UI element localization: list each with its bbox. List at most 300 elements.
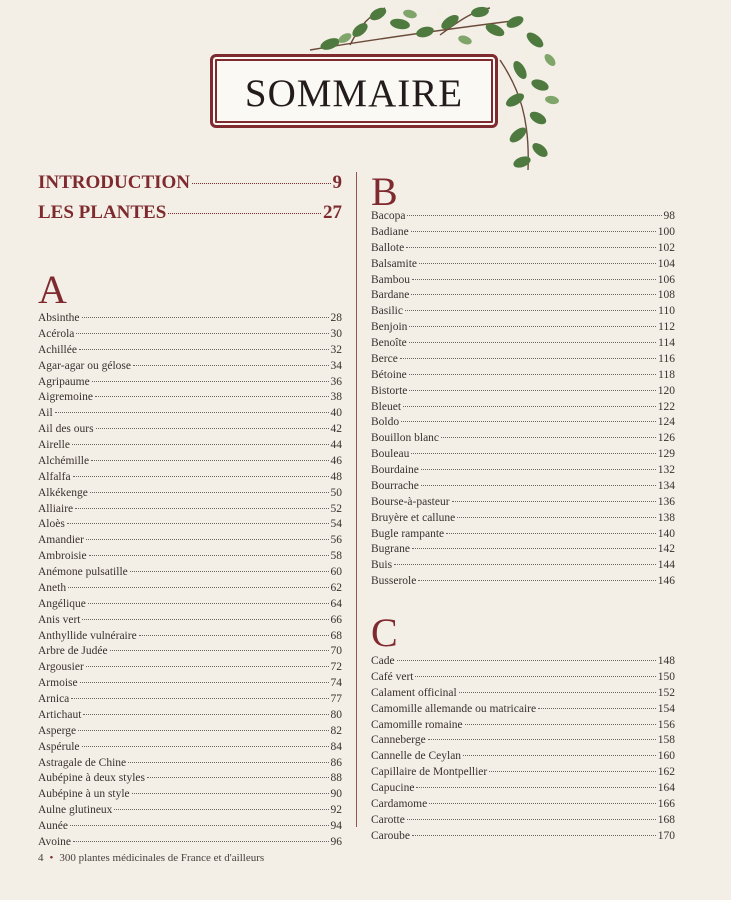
entry-name: Aunée [38,820,69,832]
toc-entry[interactable] [371,782,675,798]
entry-page: 94 [330,820,342,832]
dot-leader [412,835,656,836]
toc-entry[interactable] [371,750,675,766]
toc-entry[interactable] [38,757,342,773]
entry-page: 136 [657,495,675,508]
dot-leader [73,476,329,477]
entry-page: 58 [330,550,342,563]
entry-page: 154 [657,702,675,715]
entry-page: 152 [657,686,675,699]
dot-leader [139,635,329,636]
dot-leader [429,803,656,804]
entry-name: Bambou [371,273,410,286]
entry-page: 56 [330,534,342,547]
dot-leader [421,485,656,486]
entry-page: 144 [657,559,675,572]
entry-page: 120 [657,384,675,397]
dot-leader [418,580,655,581]
toc-entry[interactable] [371,464,675,480]
dot-leader [72,444,329,445]
entry-page: 104 [657,257,675,270]
entry-page: 114 [658,337,675,349]
entries-b [371,210,675,591]
entry-name: Buis [371,559,393,572]
dot-leader [403,406,656,407]
entry-name: Alfalfa [38,470,71,483]
toc-entry[interactable] [371,543,675,559]
entry-name: Anémone pulsatille [38,566,128,578]
toc-entry[interactable] [371,274,675,290]
toc-entry[interactable] [371,687,675,703]
section-label: LES PLANTES [38,202,167,223]
entry-name: Amandier [38,534,84,547]
entry-name: Aubépine à un style [38,788,130,801]
entry-name: Bétoine [371,368,407,381]
entry-name: Agripaume [38,375,90,388]
section-les-plantes[interactable] [38,202,342,232]
dot-leader [82,317,329,318]
dot-leader [110,650,329,651]
entry-name: Acérola [38,327,75,340]
toc-entry[interactable] [371,575,675,591]
entry-name: Arbre de Judée [38,645,108,658]
dot-leader [67,523,329,524]
dot-leader [86,539,329,540]
entry-page: 28 [330,312,342,324]
dot-leader [415,676,655,677]
page-title: SOMMAIRE [244,72,464,115]
toc-entry[interactable] [38,455,342,471]
section-page: 27 [323,202,342,223]
entry-name: Aubépine à deux styles [38,772,145,785]
entry-name: Armoise [38,677,78,690]
dot-leader [446,533,656,534]
toc-entry[interactable] [38,725,342,741]
entry-name: Airelle [38,439,70,451]
entry-name: Bouleau [371,448,410,461]
entry-name: Caroube [371,829,410,842]
entry-page: 160 [657,750,675,763]
entry-name: Benjoin [371,321,408,334]
entry-name: Agar-agar ou gélose [38,359,132,372]
entry-name: Alchémille [38,454,90,467]
dot-leader [397,660,656,661]
toc-entry[interactable] [38,582,342,598]
entry-page: 42 [330,423,342,436]
entry-page: 162 [657,766,675,779]
entry-name: Bugle rampante [371,527,445,540]
entries-a [38,312,342,852]
entry-name: Busserole [371,575,417,588]
entry-name: Bacopa [371,210,406,222]
entry-name: Cardamome [371,797,428,810]
entry-page: 52 [330,502,342,515]
toc-entry[interactable] [371,369,675,385]
entry-page: 50 [330,486,342,499]
toc-entry[interactable] [38,772,342,788]
entry-page: 96 [330,835,342,848]
entry-page: 74 [330,677,342,690]
entry-name: Bouillon blanc [371,432,440,445]
footer-book-title: 300 plantes médicinales de France et d'ailleurs [59,852,265,864]
dot-leader [133,365,328,366]
toc-entry[interactable] [38,503,342,519]
entry-page: 77 [330,693,342,705]
entry-page: 66 [330,613,342,626]
entry-name: Alliaire [38,502,74,515]
entry-name: Canneberge [371,734,426,747]
toc-entry[interactable] [371,734,675,750]
entry-name: Alkékenge [38,486,88,499]
toc-entry[interactable] [371,210,675,226]
section-page: 9 [332,172,342,193]
toc-entry[interactable] [38,376,342,392]
dot-leader [409,342,656,343]
entry-name: Anthyllide vulnéraire [38,629,137,642]
dot-leader [405,310,656,311]
toc-entry[interactable] [38,344,342,360]
dot-leader [82,619,328,620]
entry-name: Ambroisie [38,550,87,563]
entry-page: 84 [330,740,342,753]
dot-leader [452,501,656,502]
toc-entry[interactable] [371,814,675,830]
toc-entry[interactable] [38,788,342,804]
dot-leader [459,692,656,693]
dot-leader [76,333,328,334]
entry-page: 108 [657,289,675,302]
entry-name: Angélique [38,597,86,610]
toc-entry[interactable] [38,598,342,614]
toc-entry[interactable] [38,677,342,693]
entry-page: 140 [657,527,675,540]
entry-page: 48 [330,470,342,483]
entry-name: Bourdaine [371,464,419,476]
entry-page: 62 [330,581,342,594]
entry-page: 164 [657,782,675,794]
entry-name: Camomille romaine [371,718,463,731]
entry-name: Capucine [371,782,415,794]
entry-page: 132 [657,464,675,476]
entry-page: 158 [657,734,675,747]
entry-name: Badiane [371,225,409,238]
entry-page: 102 [657,241,675,254]
entry-name: Bistorte [371,384,408,397]
toc-entry[interactable] [38,836,342,852]
dot-leader [412,279,656,280]
toc-entry[interactable] [371,242,675,258]
dot-leader [96,428,329,429]
entry-name: Argousier [38,661,84,674]
dot-leader [411,294,655,295]
dot-leader [91,460,328,461]
left-column [38,172,342,852]
dot-leader [412,548,656,549]
entry-name: Achillée [38,343,77,356]
entry-name: Astragale de Chine [38,756,127,769]
entry-page: 46 [330,454,342,467]
entry-name: Asperge [38,724,77,737]
entry-page: 72 [330,661,342,674]
toc-entry[interactable] [371,766,675,782]
entry-name: Aulne glutineux [38,804,113,817]
entry-name: Artichaut [38,708,82,721]
entry-page: 60 [330,566,342,578]
toc-entry[interactable] [371,512,675,528]
dot-leader [114,809,328,810]
toc-entry[interactable] [38,709,342,725]
dot-leader [489,771,656,772]
toc-entry[interactable] [38,423,342,439]
toc-entry[interactable] [38,360,342,376]
entry-page: 134 [657,479,675,492]
toc-entry[interactable] [38,487,342,503]
toc-entry[interactable] [38,471,342,487]
entry-name: Cannelle de Ceylan [371,750,462,763]
entry-name: Bugrane [371,543,410,556]
entry-name: Aigremoine [38,391,93,404]
dot-leader [130,571,329,572]
dot-leader [80,682,329,683]
entry-name: Capillaire de Montpellier [371,766,488,779]
dot-leader [71,698,328,699]
letter-heading-a: A [38,267,67,312]
entry-page: 88 [330,772,342,785]
dot-leader [421,469,656,470]
entry-page: 30 [330,327,342,340]
toc-entry[interactable] [38,804,342,820]
entry-page: 64 [330,597,342,610]
entry-page: 170 [657,829,675,842]
dot-leader [463,755,656,756]
entry-page: 166 [657,797,675,810]
dot-leader [128,762,328,763]
entry-page: 126 [657,432,675,445]
toc-entry[interactable] [38,550,342,566]
dot-leader [409,326,656,327]
entry-name: Bleuet [371,400,402,413]
entry-page: 118 [658,368,675,381]
toc-entry[interactable] [38,566,342,582]
toc-entry[interactable] [371,289,675,305]
toc-entry[interactable] [38,518,342,534]
entry-page: 122 [657,400,675,413]
dot-leader [407,215,661,216]
entry-page: 98 [663,210,675,222]
toc-entry[interactable] [371,353,675,369]
dot-leader [132,793,329,794]
page-footer [38,852,264,864]
right-column [371,169,675,846]
toc-entry[interactable] [371,830,675,846]
dot-leader [73,841,328,842]
dot-leader [411,231,656,232]
dot-leader [419,263,656,264]
toc-entry[interactable] [371,305,675,321]
dot-leader [78,730,328,731]
dot-leader [79,349,329,350]
dot-leader [465,724,656,725]
toc-entry[interactable] [371,401,675,417]
section-label: INTRODUCTION [38,172,191,193]
dot-leader [68,587,328,588]
title-banner [210,54,498,128]
toc-entry[interactable] [371,655,675,671]
section-introduction[interactable] [38,172,342,202]
dot-leader [147,777,329,778]
entry-page: 36 [330,375,342,388]
entry-name: Bruyère et callune [371,511,456,524]
entry-page: 106 [657,273,675,286]
entry-name: Aloès [38,518,65,531]
entry-name: Ail [38,407,53,420]
toc-entry[interactable] [371,416,675,432]
dot-leader [86,666,329,667]
dot-leader [441,437,656,438]
entry-name: Aneth [38,581,67,594]
entry-name: Ballote [371,241,405,254]
entry-page: 90 [330,788,342,801]
entry-page: 148 [657,655,675,667]
entry-name: Boldo [371,416,400,429]
dot-leader [88,603,329,604]
dot-leader [82,746,329,747]
toc-entry[interactable] [371,671,675,687]
toc-entry[interactable] [371,321,675,337]
entry-name: Absinthe [38,312,80,324]
entry-page: 100 [657,225,675,238]
toc-entry[interactable] [371,528,675,544]
entry-page: 54 [330,518,342,531]
entries-c [371,655,675,846]
dot-leader [416,787,655,788]
entry-page: 40 [330,407,342,420]
entry-page: 138 [657,511,675,524]
toc-entry[interactable] [38,645,342,661]
dot-leader [90,492,329,493]
toc-entry[interactable] [371,258,675,274]
entry-page: 92 [330,804,342,817]
dot-leader [83,714,328,715]
dot-leader [168,213,321,214]
entry-page: 142 [657,543,675,556]
entry-page: 34 [330,359,342,372]
toc-entry[interactable] [38,661,342,677]
toc-entry[interactable] [38,407,342,423]
entry-name: Bourse-à-pasteur [371,495,450,508]
entry-page: 70 [330,645,342,658]
toc-entry[interactable] [371,559,675,575]
dot-leader [192,183,330,184]
dot-leader [75,508,328,509]
toc-entry[interactable] [371,226,675,242]
entry-name: Cade [371,655,395,667]
dot-leader [400,358,656,359]
entry-name: Calament officinal [371,686,457,699]
toc-entry[interactable] [371,337,675,353]
entry-page: 44 [330,439,342,451]
toc-entry[interactable] [38,312,342,328]
letter-heading-b: B [371,169,398,214]
entry-name: Camomille allemande ou matricaire [371,702,537,715]
entry-name: Basilic [371,305,403,318]
dot-leader [401,421,656,422]
entry-page: 124 [657,416,675,429]
entry-page: 112 [658,321,675,334]
entry-page: 129 [657,448,675,461]
entry-name: Anis vert [38,613,81,626]
entry-page: 150 [657,670,675,683]
entry-name: Bourrache [371,479,419,492]
toc-entry[interactable] [371,385,675,401]
toc-entry[interactable] [38,820,342,836]
dot-leader [70,825,328,826]
entry-name: Avoine [38,835,72,848]
entry-page: 32 [330,343,342,356]
entry-page: 110 [658,305,675,318]
toc-entry[interactable] [371,798,675,814]
dot-leader [538,708,656,709]
toc-entry[interactable] [38,328,342,344]
dot-leader [457,517,655,518]
entry-name: Carotte [371,813,405,826]
entry-name: Arnica [38,693,70,705]
entry-name: Café vert [371,670,414,683]
toc-entry[interactable] [371,496,675,512]
toc-entry[interactable] [371,448,675,464]
dot-leader [411,453,655,454]
column-divider [356,172,357,827]
entry-name: Berce [371,352,398,365]
entry-name: Ail des ours [38,423,94,436]
toc-entry[interactable] [371,719,675,735]
dot-leader [407,819,656,820]
dot-leader [92,381,329,382]
entry-page: 38 [330,391,342,404]
entry-page: 86 [330,756,342,769]
dot-leader [406,247,656,248]
toc-entry[interactable] [371,480,675,496]
dot-leader [428,739,656,740]
entry-page: 116 [658,352,675,365]
dot-leader [394,564,656,565]
toc-entry[interactable] [38,614,342,630]
dot-leader [409,390,655,391]
dot-leader [95,396,329,397]
toc-entry[interactable] [38,693,342,709]
toc-entry[interactable] [38,391,342,407]
toc-entry[interactable] [38,439,342,455]
entry-page: 68 [330,629,342,642]
toc-entry[interactable] [38,630,342,646]
entry-page: 82 [330,724,342,737]
entry-name: Aspérule [38,740,80,753]
entry-page: 156 [657,718,675,731]
toc-entry[interactable] [371,432,675,448]
dot-leader [55,412,329,413]
toc-entry[interactable] [38,741,342,757]
letter-heading-c: C [371,610,398,655]
toc-entry[interactable] [38,534,342,550]
entry-page: 168 [657,813,675,826]
entry-name: Balsamite [371,257,417,270]
dot-leader [409,374,656,375]
dot-leader [89,555,329,556]
footer-page-number: 4 [38,852,44,864]
toc-entry[interactable] [371,703,675,719]
footer-separator: • [49,852,54,864]
entry-name: Benoîte [371,337,407,349]
